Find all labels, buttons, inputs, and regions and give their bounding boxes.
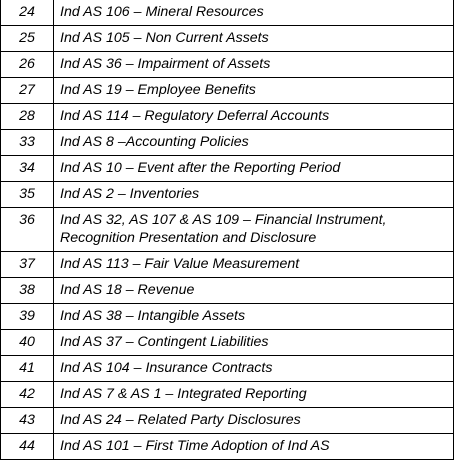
table-row [1,278,454,304]
row-standard: Ind AS 19 – Employee Benefits [54,78,454,104]
row-number: 28 [1,104,54,130]
row-number: 33 [1,130,54,156]
table-row [1,356,454,382]
row-number: 38 [1,278,54,304]
row-number: 24 [1,0,54,26]
table-row [1,182,454,208]
table-row [1,130,454,156]
table-row [1,78,454,104]
row-number: 40 [1,330,54,356]
table-row [1,156,454,182]
row-number: 35 [1,182,54,208]
row-standard: Ind AS 10 – Event after the Reporting Period [54,156,454,182]
table-row [1,0,454,26]
row-standard: Ind AS 101 – First Time Adoption of Ind AS [54,434,454,460]
row-standard: Ind AS 104 – Insurance Contracts [54,356,454,382]
row-standard: Ind AS 18 – Revenue [54,278,454,304]
row-standard: Ind AS 2 – Inventories [54,182,454,208]
row-standard: Ind AS 113 – Fair Value Measurement [54,252,454,278]
row-standard: Ind AS 105 – Non Current Assets [54,26,454,52]
table-row [1,104,454,130]
table-row [1,382,454,408]
row-number: 44 [1,434,54,460]
row-standard: Ind AS 38 – Intangible Assets [54,304,454,330]
row-number: 39 [1,304,54,330]
row-number: 41 [1,356,54,382]
table-row [1,52,454,78]
row-number: 34 [1,156,54,182]
row-number: 26 [1,52,54,78]
row-standard: Ind AS 8 –Accounting Policies [54,130,454,156]
row-standard: Ind AS 24 – Related Party Disclosures [54,408,454,434]
table-row [1,208,454,252]
row-standard: Ind AS 32, AS 107 & AS 109 – Financial Instrument, Recognition Presentation and Disclosure [54,208,454,252]
row-number: 42 [1,382,54,408]
table-row [1,252,454,278]
table-row [1,304,454,330]
table-row [1,330,454,356]
row-number: 36 [1,208,54,252]
table-row [1,434,454,460]
table-row [1,26,454,52]
row-number: 25 [1,26,54,52]
row-number: 43 [1,408,54,434]
row-number: 37 [1,252,54,278]
row-standard: Ind AS 114 – Regulatory Deferral Accounts [54,104,454,130]
standards-table-body [1,0,454,460]
row-standard: Ind AS 7 & AS 1 – Integrated Reporting [54,382,454,408]
row-standard: Ind AS 37 – Contingent Liabilities [54,330,454,356]
row-standard: Ind AS 106 – Mineral Resources [54,0,454,26]
row-number: 27 [1,78,54,104]
row-standard: Ind AS 36 – Impairment of Assets [54,52,454,78]
table-row [1,408,454,434]
